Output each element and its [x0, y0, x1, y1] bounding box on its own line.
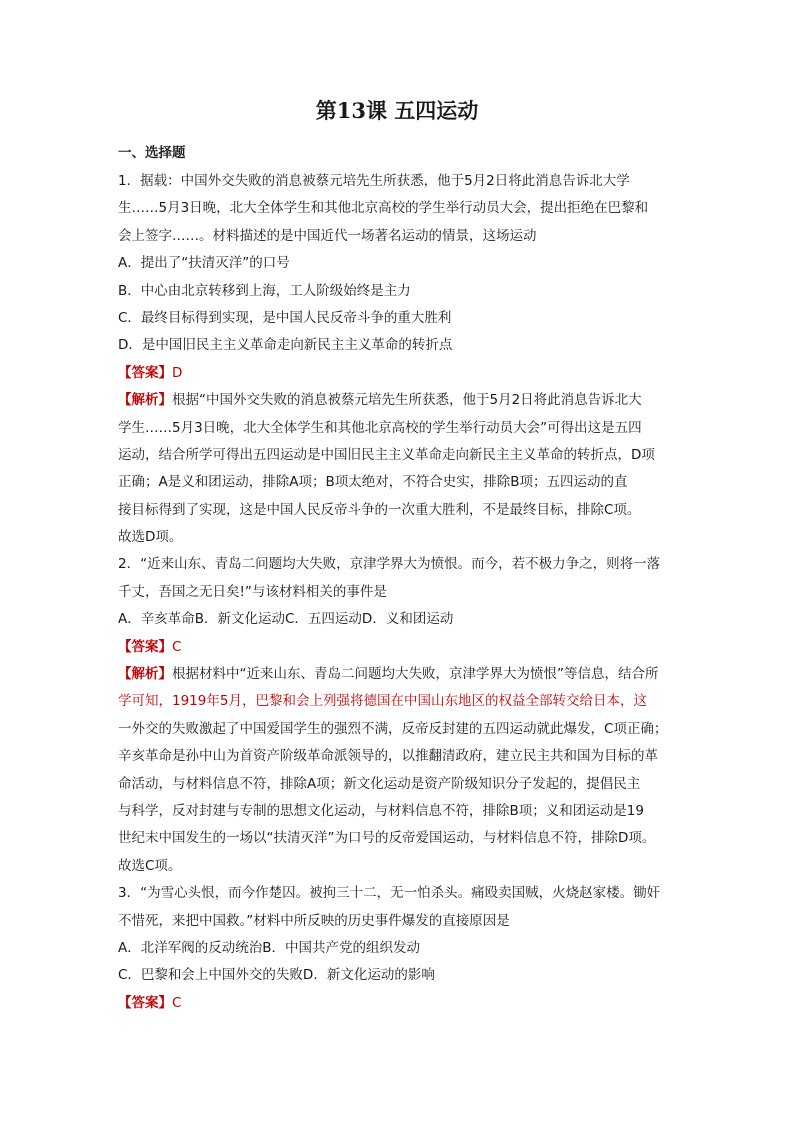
answer-line — [118, 634, 684, 661]
analysis-line — [118, 661, 684, 688]
section-heading: 一、选择题 — [118, 145, 186, 161]
options-line: A．辛亥革命B．新文化运动C．五四运动D．义和团运动 — [118, 611, 454, 628]
answer-value: C — [172, 994, 182, 1011]
option-c: C．最终目标得到实现，是中国人民反帝斗争的重大胜利 — [118, 309, 452, 326]
question-content — [118, 168, 684, 1017]
question-stem-line: 2．“近来山东、青岛二问题均大失败，京津学界大为愤恨。而今，若不极力争之，则将一落 — [118, 556, 661, 573]
options-line: A．北洋军阀的反动统治B．中国共产党的组织发动 — [118, 939, 420, 956]
analysis-line: 正确；A是义和团运动，排除A项；B项太绝对，不符合史实，排除B项；五四运动的直 — [118, 474, 628, 491]
option-a: A．提出了“扶清灭洋”的口号 — [118, 255, 290, 272]
answer-line — [118, 990, 684, 1017]
analysis-tag: 【解析】 — [118, 392, 172, 409]
analysis-text: 根据“中国外交失败的消息被蔡元培先生所获悉，他于5月2日将此消息告诉北大 — [172, 392, 642, 409]
answer-tag: 【答案】 — [118, 994, 172, 1011]
analysis-line: 学可知，1919年5月，巴黎和会上列强将德国在中国山东地区的权益全部转交给日本，这 — [118, 693, 647, 710]
analysis-line: 运动，结合所学可得出五四运动是中国旧民主主义革命走向新民主主义革命的转折点，D项 — [118, 446, 655, 463]
analysis-line — [118, 387, 684, 414]
question-stem-line: 千丈，吾国之无日矣!”与该材料相关的事件是 — [118, 583, 387, 600]
analysis-line: 辛亥革命是孙中山为首资产阶级革命派领导的，以推翻清政府，建立民主共和国为目标的革 — [118, 748, 658, 765]
analysis-line: 学生……5月3日晚，北大全体学生和其他北京高校的学生举行动员大会”可得出这是五四 — [118, 419, 642, 436]
option-b: B．中心由北京转移到上海，工人阶级始终是主力 — [118, 282, 411, 299]
question-1 — [118, 168, 684, 551]
analysis-line: 故选D项。 — [118, 529, 183, 546]
question-stem-line: 会上签字……。材料描述的是中国近代一场著名运动的情景，这场运动 — [118, 227, 537, 244]
question-stem-line: 1．据载：中国外交失败的消息被蔡元培先生所获悉，他于5月2日将此消息告诉北大学 — [118, 173, 630, 189]
analysis-line: 一外交的失败激起了中国爱国学生的强烈不满，反帝反封建的五四运动就此爆发，C项正确； — [118, 720, 668, 737]
analysis-line: 命活动，与材料信息不符，排除A项；新文化运动是资产阶级知识分子发起的，提倡民主 — [118, 775, 641, 792]
answer-value: C — [172, 638, 182, 655]
answer-tag: 【答案】 — [118, 638, 172, 655]
options-line: C．巴黎和会上中国外交的失败D．新文化运动的影响 — [118, 967, 435, 984]
question-stem-line: 不惜死，来把中国救。”材料中所反映的历史事件爆发的直接原因是 — [118, 912, 510, 929]
answer-line — [118, 360, 684, 387]
option-d: D．是中国旧民主主义革命走向新民主主义革命的转折点 — [118, 337, 453, 354]
answer-value: D — [172, 364, 183, 381]
analysis-line: 接目标得到了实现，这是中国人民反帝斗争的一次重大胜利，不是最终目标，排除C项。 — [118, 501, 641, 518]
analysis-line: 故选C项。 — [118, 857, 182, 874]
page-title: 第13课 五四运动 — [315, 98, 479, 123]
question-3 — [118, 880, 684, 1017]
question-stem-line: 3．“为雪心头恨，而今作楚囚。被拘三十二，无一怕杀头。痛殴卖国贼，火烧赵家楼。锄奸 — [118, 885, 661, 902]
question-stem-line: 生……5月3日晚，北大全体学生和其他北京高校的学生举行动员大会，提出拒绝在巴黎和 — [118, 200, 649, 217]
analysis-line: 与科学，反对封建与专制的思想文化运动，与材料信息不符，排除B项；义和团运动是19 — [118, 802, 644, 819]
answer-tag: 【答案】 — [118, 364, 172, 381]
question-2 — [118, 551, 684, 880]
analysis-tag: 【解析】 — [118, 666, 172, 683]
analysis-text: 根据材料中“近来山东、青岛二问题均大失败，京津学界大为愤恨”等信息，结合所 — [172, 666, 659, 683]
analysis-line: 世纪末中国发生的一场以“扶清灭洋”为口号的反帝爱国运动，与材料信息不符，排除D项。 — [118, 830, 656, 847]
